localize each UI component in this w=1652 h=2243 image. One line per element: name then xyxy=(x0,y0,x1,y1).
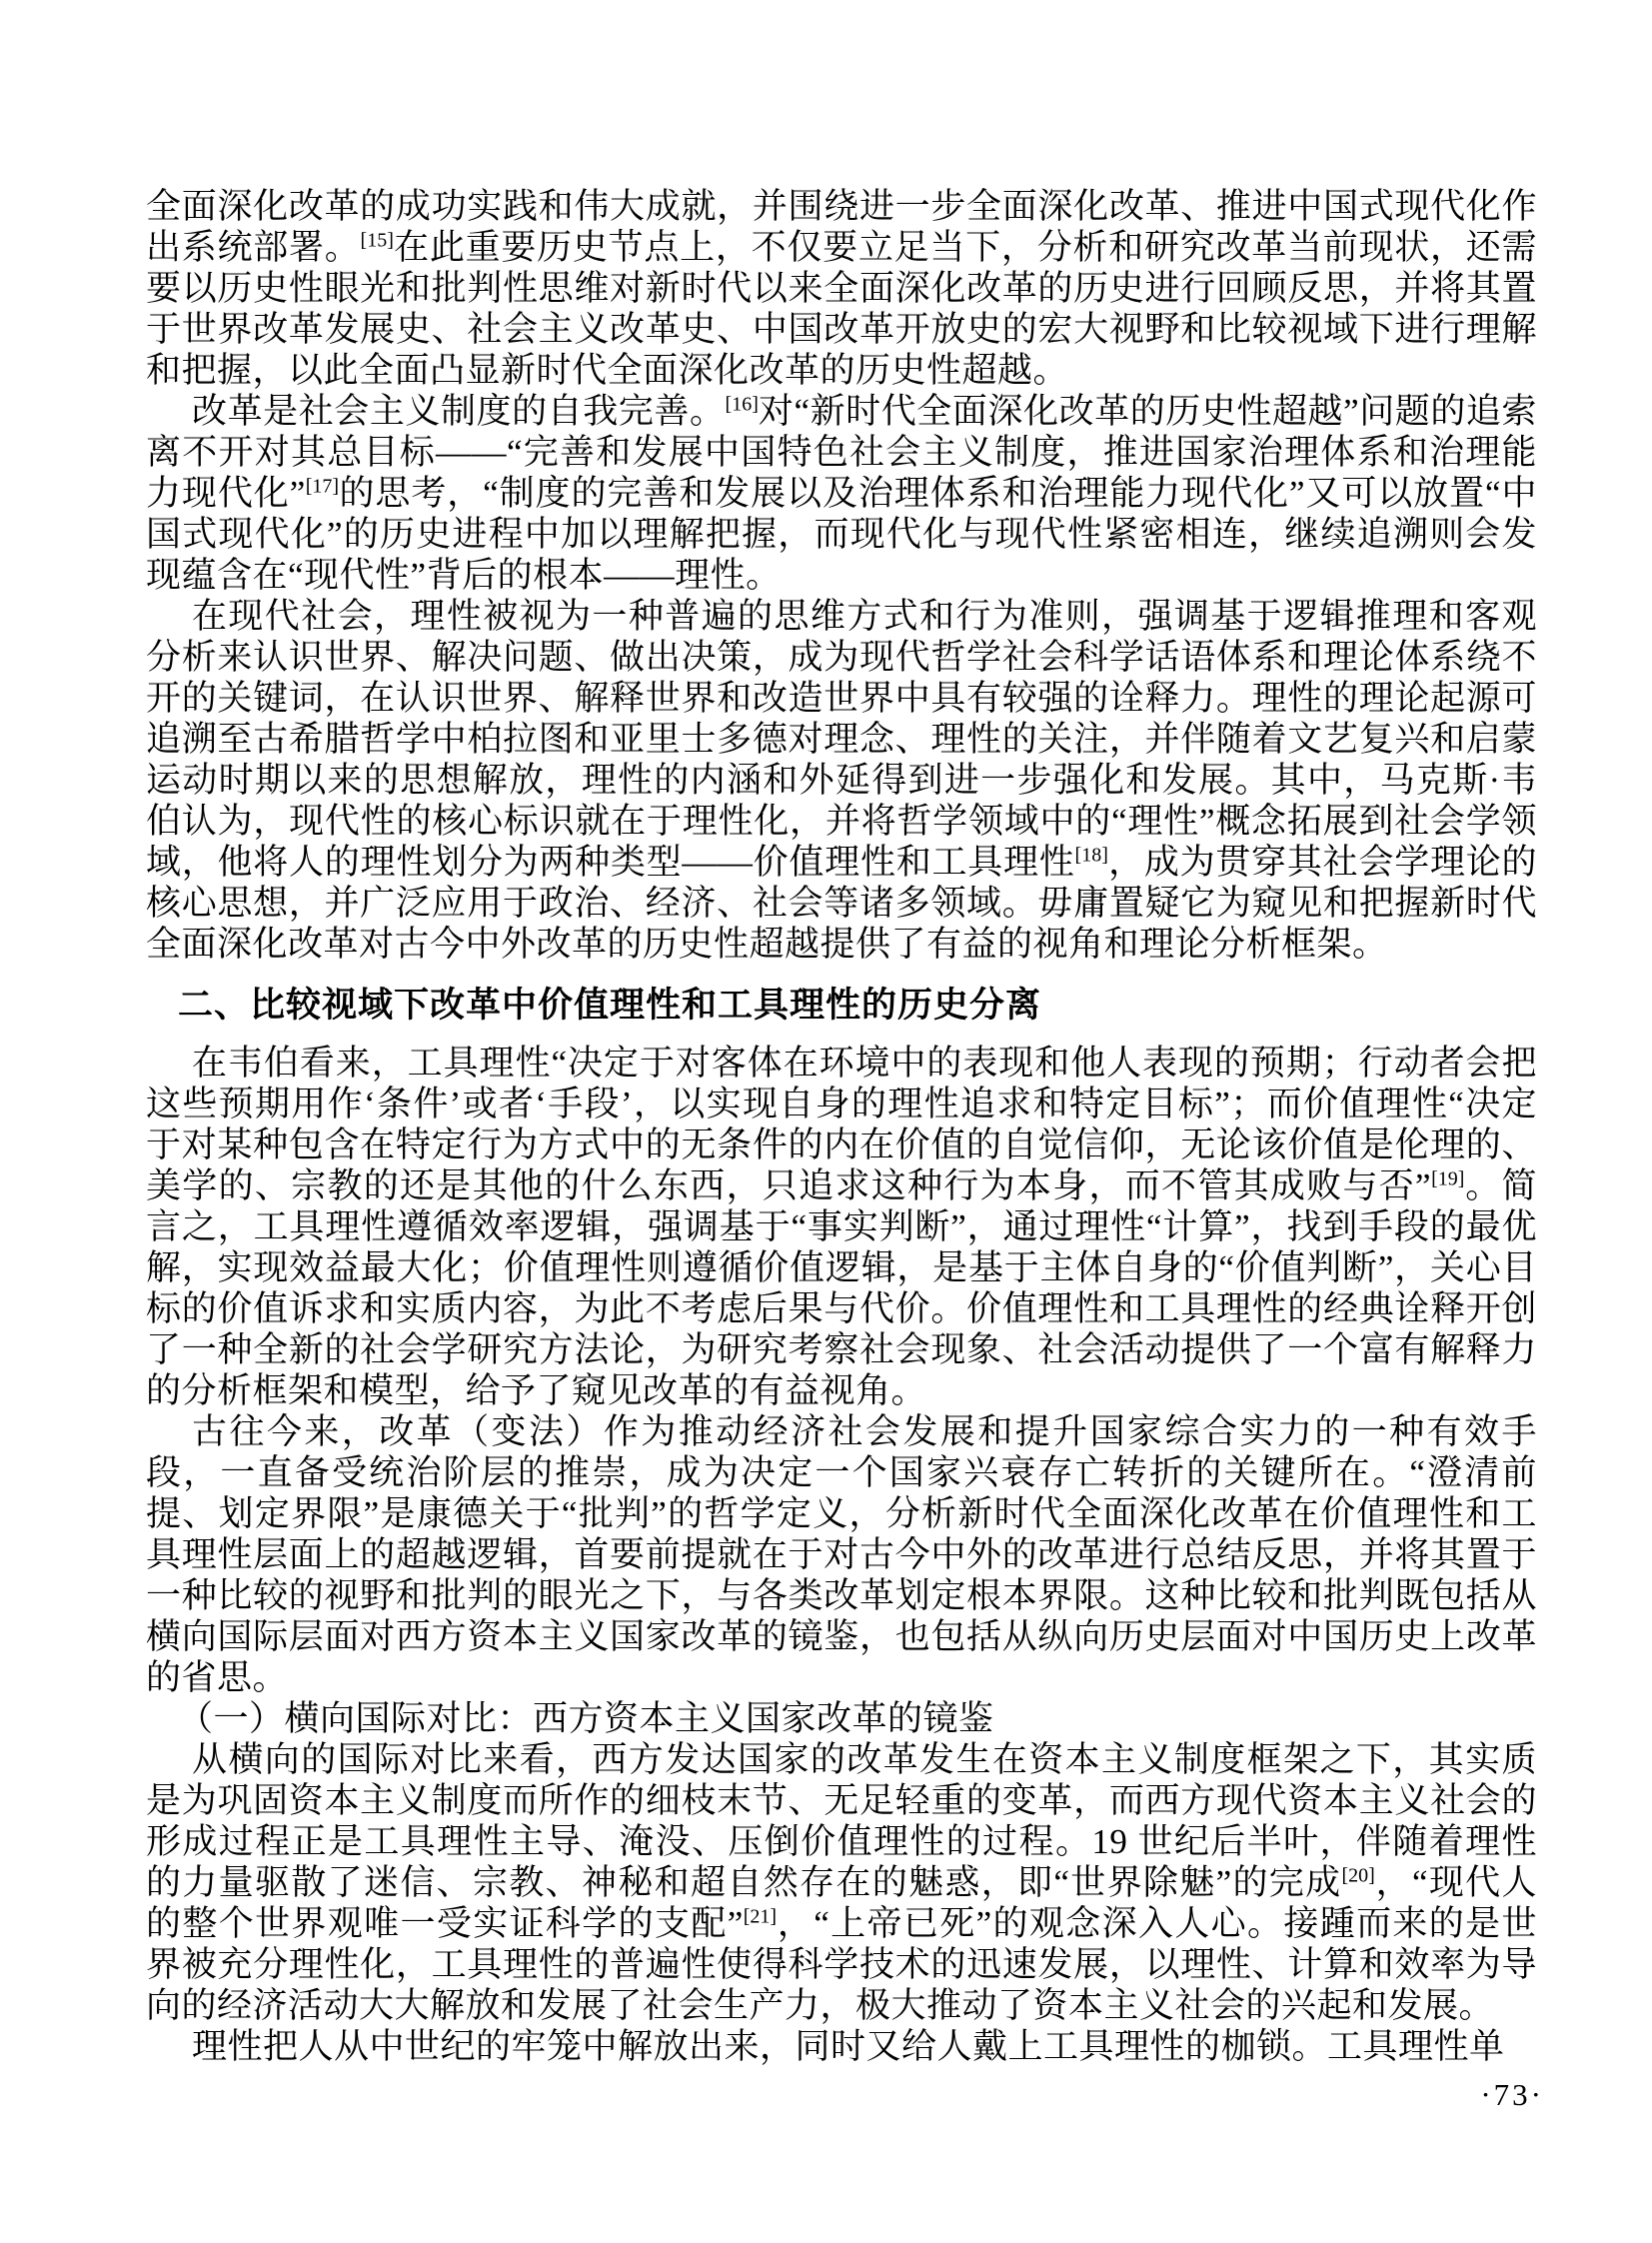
section-heading: 二、比较视域下改革中价值理性和工具理性的历史分离 xyxy=(178,986,1042,1025)
paragraph: 理性把人从中世纪的牢笼中解放出来，同时又给人戴上工具理性的枷锁。工具理性单 xyxy=(192,2027,1505,2066)
footnote-ref: [20] xyxy=(1341,1864,1375,1887)
footnote-ref: [17] xyxy=(305,475,340,498)
footnote-ref: [16] xyxy=(725,393,759,416)
footnote-ref: [18] xyxy=(1074,844,1108,867)
subsection-heading: （一）横向国际对比：西方资本主义国家改革的镜鉴 xyxy=(178,1699,994,1738)
paragraph: 古往今来，改革（变法）作为推动经济社会发展和提升国家综合实力的一种有效手段，一直备受统治阶层的推崇，成为决定一个国家兴衰存亡转折的关键所在。“澄清前提、划定界限”是康德关于“批判”的哲学定义，分析新时代全面深化改革在价值理性和工具理性层面上的超越逻辑，首要前提就在于对古今中外的改革进行总结反思，并将其置于一种比较的视野和批判的眼光之下，与各类改革划定根本界限。这种比较和批判既包括从横向国际层面对西方资本主义国家改革的镜鉴，也包括从纵向历史层面对中国历史上改革的省思。 xyxy=(146,1412,1537,1697)
page-number: ·73· xyxy=(1480,2077,1544,2112)
text-block xyxy=(146,186,1537,2067)
footnote-ref: [15] xyxy=(360,229,394,252)
paragraph: 从横向的国际对比来看，西方发达国家的改革发生在资本主义制度框架之下，其实质是为巩固资本主义制度而所作的细枝末节、无足轻重的变革，而西方现代资本主义社会的形成过程正是工具理性主导、淹没、压倒价值理性的过程。19 世纪后半叶，伴随着理性的力量驱散了迷信、宗教、神秘和超自然存在的魅惑，即“世界除魅”的完成[20]，“现代人的整个世界观唯一受实证科学的支配”[21]，“上帝已死”的观念深入人心。接踵而来的是世界被充分理性化，工具理性的普遍性使得科学技术的迅速发展，以理性、计算和效率为导向的经济活动大大解放和发展了社会生产力，极大推动了资本主义社会的兴起和发展。 xyxy=(146,1740,1537,2025)
footnote-ref: [21] xyxy=(743,1905,778,1928)
footnote-ref: [19] xyxy=(1431,1167,1465,1190)
paragraph: 在现代社会，理性被视为一种普遍的思维方式和行为准则，强调基于逻辑推理和客观分析来认识世界、解决问题、做出决策，成为现代哲学社会科学话语体系和理论体系绕不开的关键词，在认识世界、解释世界和改造世界中具有较强的诠释力。理性的理论起源可追溯至古希腊哲学中柏拉图和亚里士多德对理念、理性的关注，并伴随着文艺复兴和启蒙运动时期以来的思想解放，理性的内涵和外延得到进一步强化和发展。其中，马克斯·韦伯认为，现代性的核心标识就在于理性化，并将哲学领域中的“理性”概念拓展到社会学领域，他将人的理性划分为两种类型——价值理性和工具理性[18]，成为贯穿其社会学理论的核心思想，并广泛应用于政治、经济、社会等诸多领域。毋庸置疑它为窥见和把握新时代全面深化改革对古今中外改革的历史性超越提供了有益的视角和理论分析框架。 xyxy=(146,597,1537,964)
paragraph: 在韦伯看来，工具理性“决定于对客体在环境中的表现和他人表现的预期；行动者会把这些预期用作‘条件’或者‘手段’，以实现自身的理性追求和特定目标”；而价值理性“决定于对某种包含在特定行为方式中的无条件的内在价值的自觉信仰，无论该价值是伦理的、美学的、宗教的还是其他的什么东西，只追求这种行为本身，而不管其成败与否”[19]。简言之，工具理性遵循效率逻辑，强调基于“事实判断”，通过理性“计算”，找到手段的最优解，实现效益最大化；价值理性则遵循价值逻辑，是基于主体自身的“价值判断”，关心目标的价值诉求和实质内容，为此不考虑后果与代价。价值理性和工具理性的经典诠释开创了一种全新的社会学研究方法论，为研究考察社会现象、社会活动提供了一个富有解释力的分析框架和模型，给予了窥见改革的有益视角。 xyxy=(146,1044,1537,1410)
paragraph: 全面深化改革的成功实践和伟大成就，并围绕进一步全面深化改革、推进中国式现代化作出系统部署。[15]在此重要历史节点上，不仅要立足当下，分析和研究改革当前现状，还需要以历史性眼光和批判性思维对新时代以来全面深化改革的历史进行回顾反思，并将其置于世界改革发展史、社会主义改革史、中国改革开放史的宏大视野和比较视域下进行理解和把握，以此全面凸显新时代全面深化改革的历史性超越。 xyxy=(146,187,1537,390)
paragraph: 改革是社会主义制度的自我完善。[16]对“新时代全面深化改革的历史性超越”问题的追索离不开对其总目标——“完善和发展中国特色社会主义制度，推进国家治理体系和治理能力现代化”[17]的思考，“制度的完善和发展以及治理体系和治理能力现代化”又可以放置“中国式现代化”的历史进程中加以理解把握，而现代化与现代性紧密相连，继续追溯则会发现蕴含在“现代性”背后的根本——理性。 xyxy=(146,392,1537,595)
